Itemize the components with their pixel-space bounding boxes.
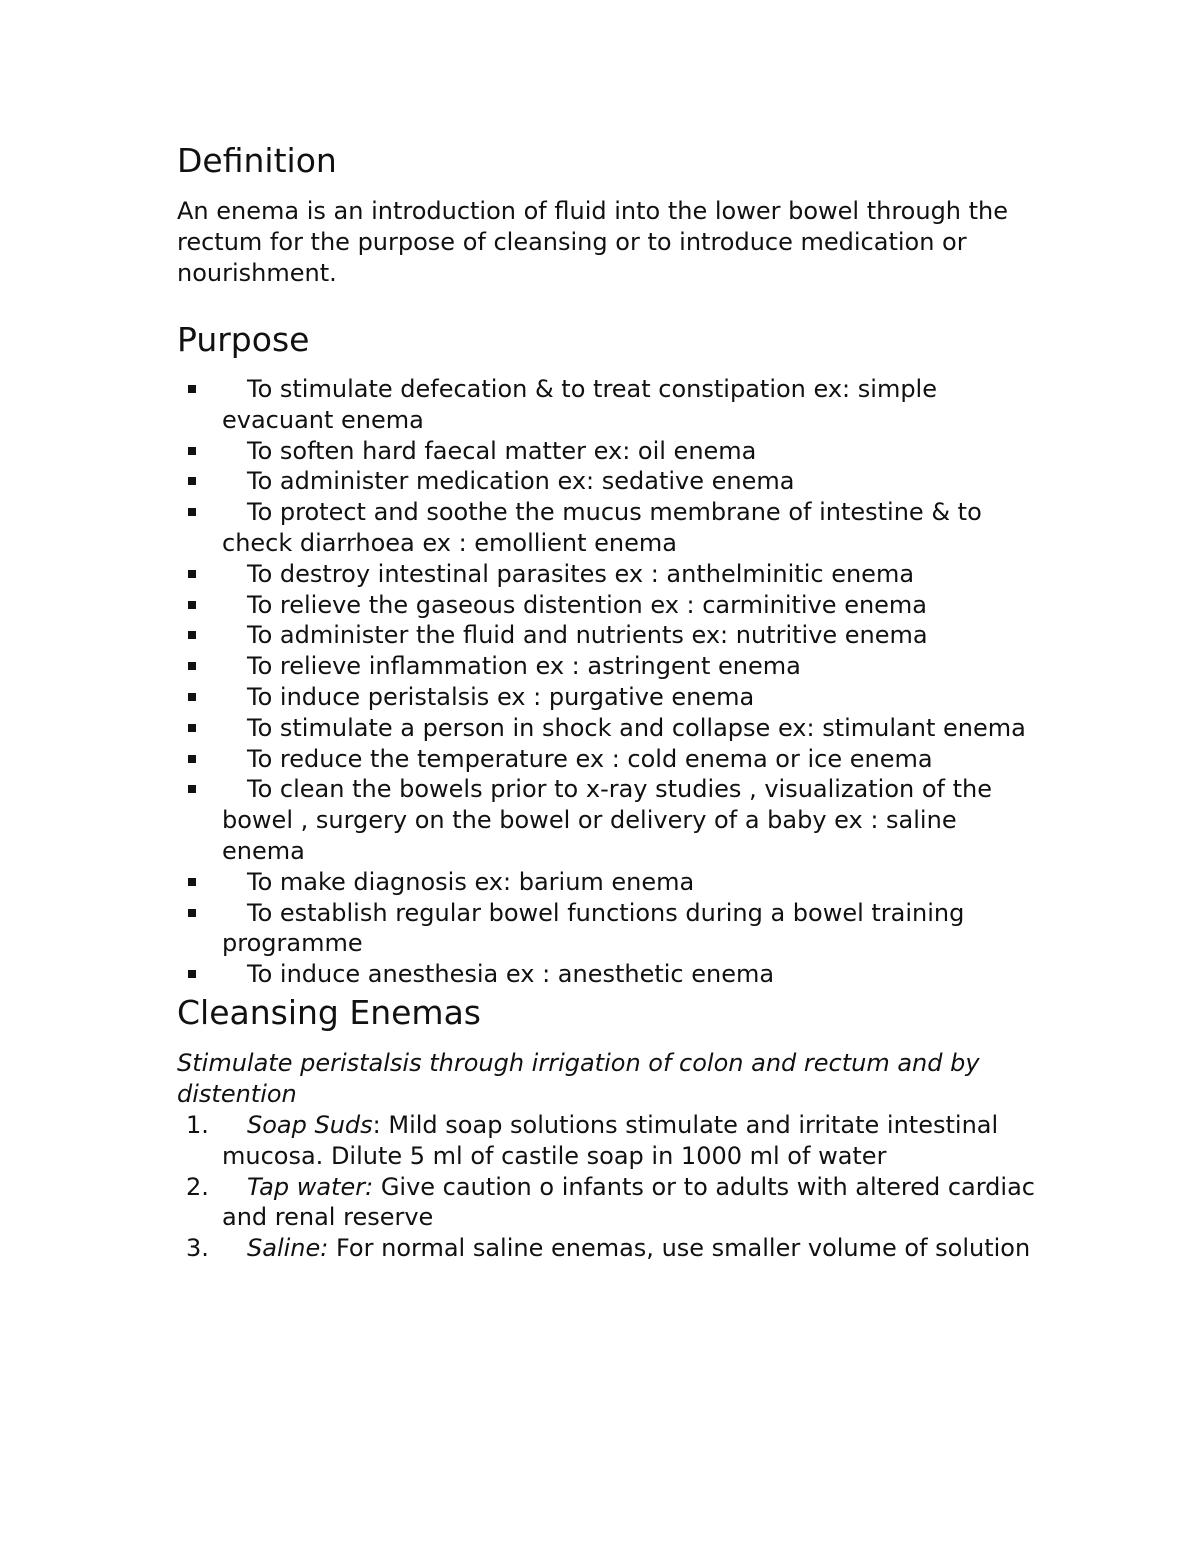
- heading-purpose: Purpose: [177, 320, 310, 359]
- square-bullet-icon: [188, 662, 196, 670]
- list-item: To protect and soothe the mucus membrane of intestine & to check diarrhoea ex : emollient enema: [177, 497, 1037, 559]
- square-bullet-icon: [188, 447, 196, 455]
- list-item: To stimulate defecation & to treat constipation ex: simple evacuant enema: [177, 374, 1037, 436]
- list-item: To clean the bowels prior to x-ray studies , visualization of the bowel , surgery on the bowel or delivery of a baby ex : saline enema: [177, 774, 1037, 866]
- cleansing-intro: Stimulate peristalsis through irrigation of colon and rectum and by distention: [177, 1048, 980, 1108]
- square-bullet-icon: [188, 755, 196, 763]
- square-bullet-icon: [188, 785, 196, 793]
- list-item: To induce anesthesia ex : anesthetic enema: [177, 959, 1037, 990]
- list-item: To destroy intestinal parasites ex : anthelminitic enema: [177, 559, 1037, 590]
- list-item: To soften hard faecal matter ex: oil enema: [177, 436, 1037, 467]
- list-item: To relieve inflammation ex : astringent enema: [177, 651, 1037, 682]
- square-bullet-icon: [188, 601, 196, 609]
- list-item: 1. Soap Suds: Mild soap solutions stimulate and irritate intestinal mucosa. Dilute 5 ml of castile soap in 1000 ml of water: [186, 1110, 999, 1170]
- list-item: To establish regular bowel functions during a bowel training programme: [177, 898, 1037, 960]
- square-bullet-icon: [188, 693, 196, 701]
- heading-cleansing-enemas: Cleansing Enemas: [177, 992, 481, 1032]
- definition-paragraph: An enema is an introduction of fluid into the lower bowel through the rectum for the purpose of cleansing or to introduce medication or nourishment.: [177, 197, 1009, 287]
- list-item: To make diagnosis ex: barium enema: [177, 867, 1037, 898]
- list-item: To administer the fluid and nutrients ex: nutritive enema: [177, 620, 1037, 651]
- square-bullet-icon: [188, 878, 196, 886]
- heading-definition: Definition: [177, 141, 337, 180]
- square-bullet-icon: [188, 570, 196, 578]
- square-bullet-icon: [188, 724, 196, 732]
- list-item: To stimulate a person in shock and collapse ex: stimulant enema: [177, 713, 1037, 744]
- purpose-list: [177, 374, 1037, 990]
- square-bullet-icon: [188, 909, 196, 917]
- square-bullet-icon: [188, 508, 196, 516]
- list-item: To reduce the temperature ex : cold enema or ice enema: [177, 744, 1037, 775]
- list-item: 3. Saline: For normal saline enemas, use smaller volume of solution: [186, 1234, 1031, 1263]
- square-bullet-icon: [188, 477, 196, 485]
- square-bullet-icon: [188, 970, 196, 978]
- list-item: To induce peristalsis ex : purgative enema: [177, 682, 1037, 713]
- document-page: [177, 140, 1037, 1264]
- square-bullet-icon: [188, 631, 196, 639]
- list-item: 2. Tap water: Give caution o infants or to adults with altered cardiac and renal reserve: [186, 1172, 1035, 1232]
- cleansing-list: [177, 1110, 1037, 1264]
- list-item: To relieve the gaseous distention ex : carminitive enema: [177, 590, 1037, 621]
- square-bullet-icon: [188, 385, 196, 393]
- list-item: To administer medication ex: sedative enema: [177, 466, 1037, 497]
